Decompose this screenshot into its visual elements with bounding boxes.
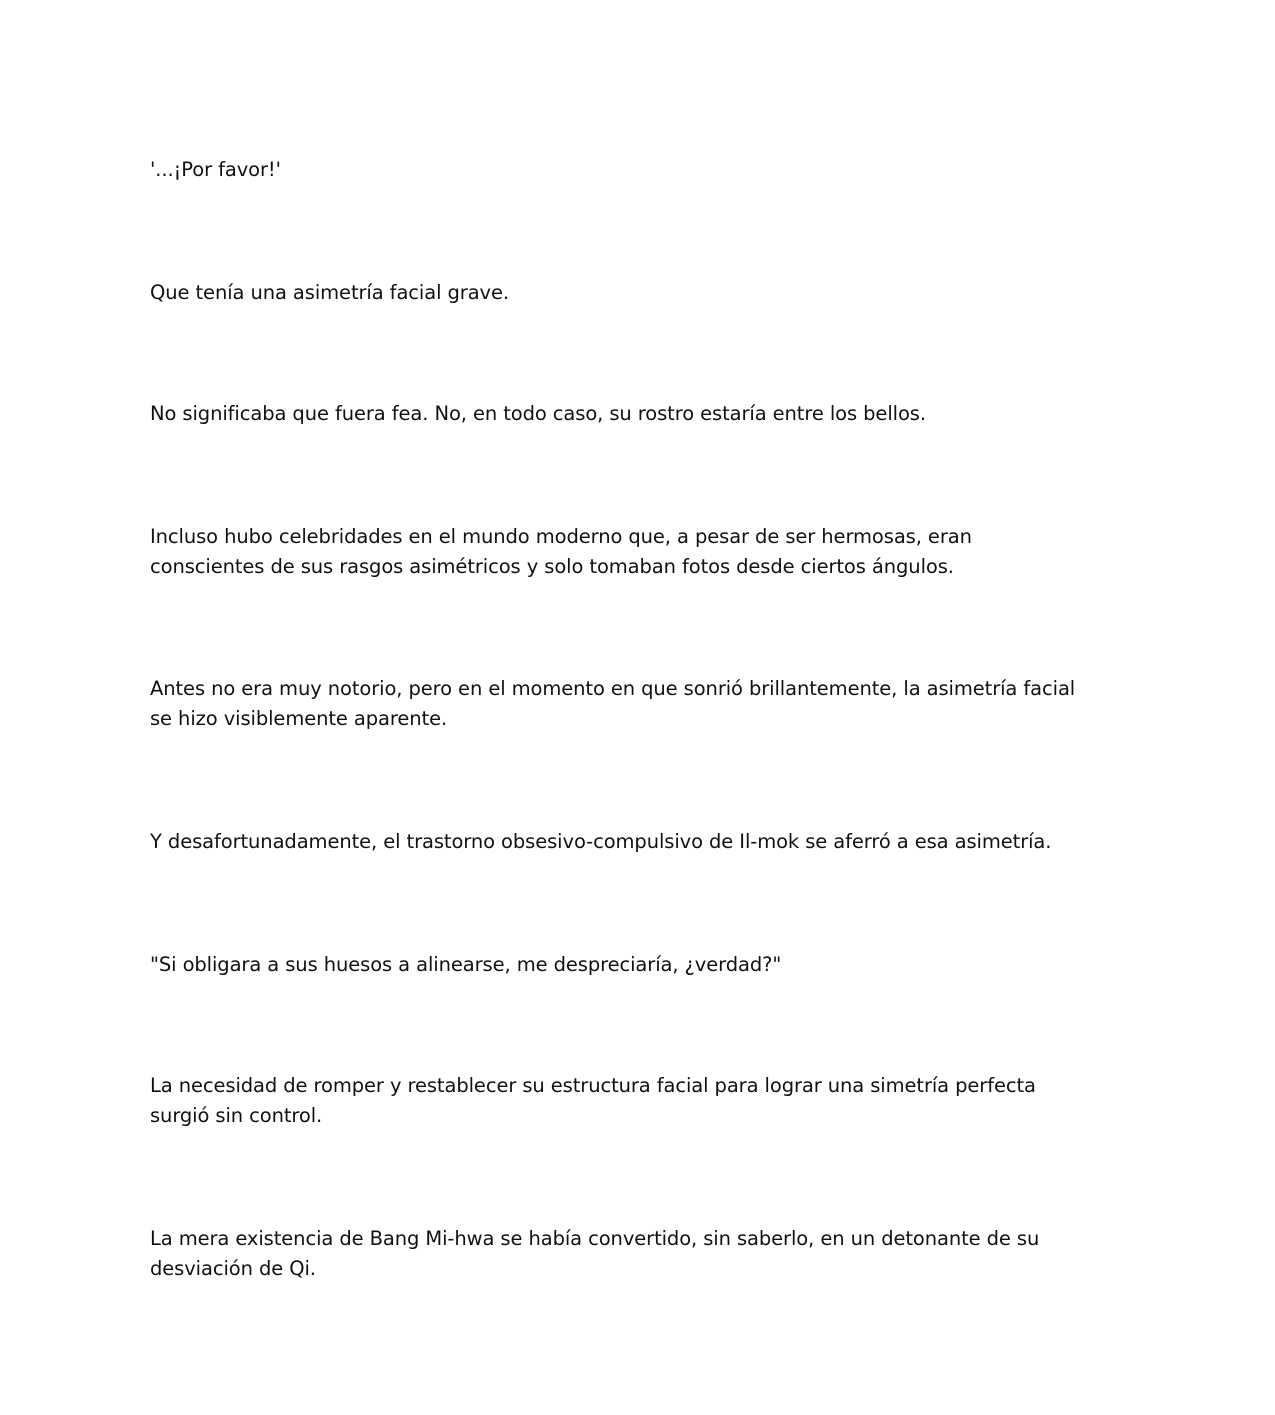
paragraph-4 bbox=[150, 522, 1140, 582]
paragraph-line: No significaba que fuera fea. No, en todo caso, su rostro estaría entre los bellos. bbox=[150, 402, 926, 425]
paragraph-line: "Si obligara a sus huesos a alinearse, me despreciaría, ¿verdad?" bbox=[150, 953, 782, 976]
paragraph-line: La mera existencia de Bang Mi-hwa se había convertido, sin saberlo, en un detonante de su bbox=[150, 1227, 1040, 1250]
paragraph-line: desviación de Qi. bbox=[150, 1257, 316, 1280]
paragraph-line: surgió sin control. bbox=[150, 1104, 323, 1127]
paragraph-line: conscientes de sus rasgos asimétricos y solo tomaban fotos desde ciertos ángulos. bbox=[150, 555, 954, 578]
paragraph-8 bbox=[150, 1071, 1140, 1131]
paragraph-line: Antes no era muy notorio, pero en el momento en que sonrió brillantemente, la asimetría facial bbox=[150, 677, 1076, 700]
paragraph-1 bbox=[150, 155, 1140, 185]
paragraph-line: La necesidad de romper y restablecer su estructura facial para lograr una simetría perfecta bbox=[150, 1074, 1036, 1097]
paragraph-line: Incluso hubo celebridades en el mundo moderno que, a pesar de ser hermosas, eran bbox=[150, 525, 972, 548]
paragraph-9 bbox=[150, 1224, 1140, 1284]
paragraph-7 bbox=[150, 950, 1140, 980]
paragraph-line: se hizo visiblemente aparente. bbox=[150, 707, 448, 730]
paragraph-6 bbox=[150, 827, 1140, 857]
paragraph-5 bbox=[150, 674, 1140, 734]
paragraph-2 bbox=[150, 278, 1140, 308]
paragraph-3 bbox=[150, 399, 1140, 429]
paragraph-line: Que tenía una asimetría facial grave. bbox=[150, 281, 509, 304]
paragraph-line: '...¡Por favor!' bbox=[150, 158, 281, 181]
paragraph-line: Y desafortunadamente, el trastorno obsesivo-compulsivo de Il-mok se aferró a esa asimetría. bbox=[150, 830, 1052, 853]
